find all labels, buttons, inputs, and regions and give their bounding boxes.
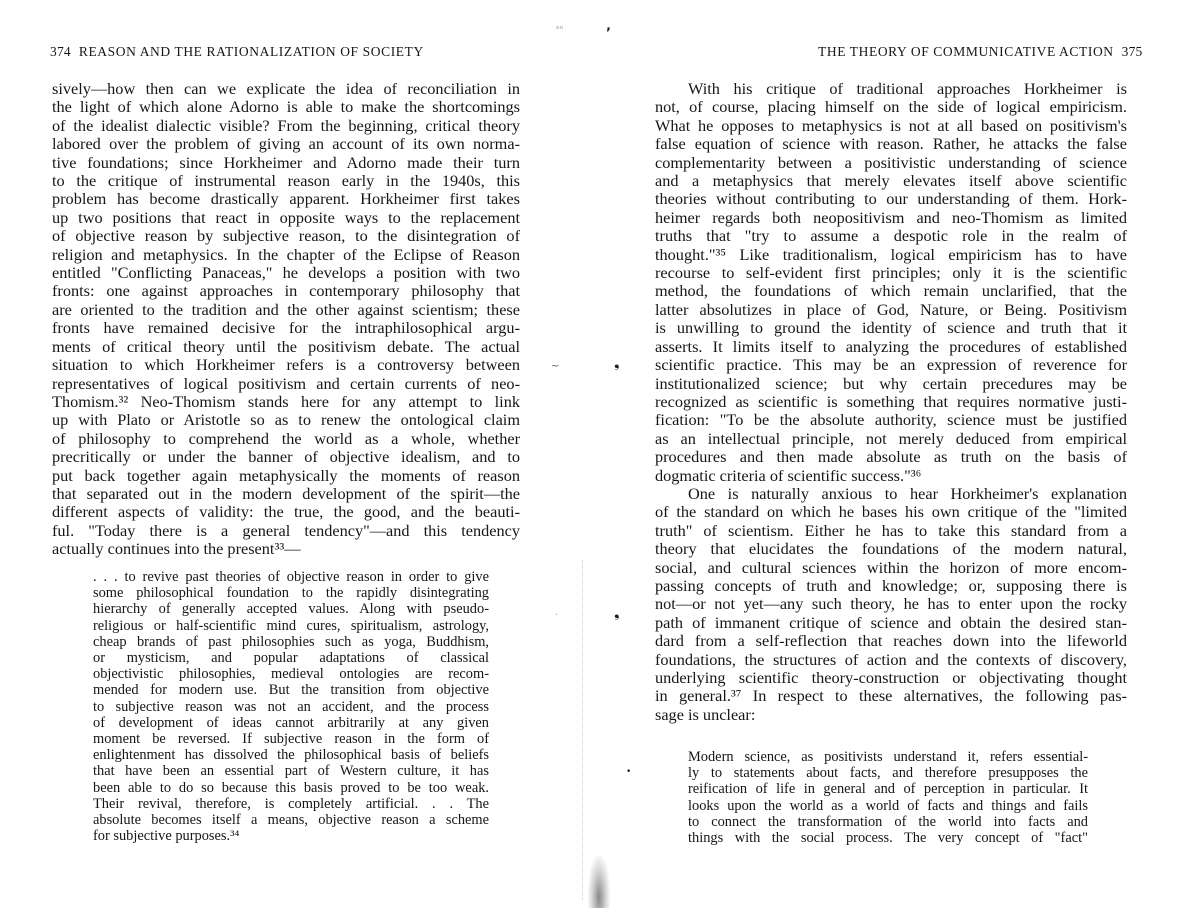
- right-running-head-title: THE THEORY OF COMMUNICATIVE ACTION: [818, 44, 1114, 59]
- scan-speck-mark: ·: [555, 610, 559, 621]
- text-line: representatives of logical positivism and certain currents of neo-: [52, 373, 520, 393]
- quote-line: been able to do so because this basis proved to be too weak.: [93, 779, 489, 796]
- text-line: sively—how then can we explicate the idea of reconciliation in: [52, 79, 520, 98]
- text-line: ful. "Today there is a general tendency"—and this tendency: [52, 520, 520, 540]
- text-line: truths that "try to assume a despotic role in the realm of: [655, 226, 1127, 246]
- text-line: of philosophy to comprehend the world as a whole, whether: [52, 428, 520, 448]
- text-line: not, of course, placing himself on the side of logical empiricism.: [655, 97, 1127, 117]
- quote-line: looks upon the world as a world of facts and things and fails: [688, 797, 1088, 814]
- quote-line: mended for modern use. But the transition from objective: [93, 682, 489, 699]
- right-running-head: [818, 44, 1143, 60]
- quote-line: . . . to revive past theories of objective reason in order to give: [93, 569, 489, 585]
- text-line: thought."³⁵ Like traditionalism, logical empiricism has to have: [655, 244, 1127, 264]
- text-line: is unwilling to ground the identity of science and truth that it: [655, 318, 1127, 338]
- text-line: the light of which alone Adorno is able to make the shortcomings: [52, 97, 520, 117]
- quote-line: some philosophical foundation to the rapidly disintegrating: [93, 585, 489, 602]
- quote-line: moment be reversed. If subjective reason in the form of: [93, 731, 489, 748]
- quote-line: Their revival, therefore, is completely artificial. . . The: [93, 795, 489, 812]
- text-line: asserts. It limits itself to analyzing the procedures of established: [655, 336, 1127, 356]
- text-line: up two positions that react in opposite ways to the replacement: [52, 207, 520, 227]
- text-line: that separated out in the modern development of the spirit—the: [52, 483, 520, 503]
- text-line: to the critique of instrumental reason early in the 1940s, this: [52, 171, 520, 191]
- scan-speck-mark: ~: [551, 361, 560, 372]
- text-line: of the idealist dialectic visible? From the beginning, critical theory: [52, 115, 520, 135]
- scan-speck-mark: ❟: [614, 605, 620, 621]
- quote-line: things with the social process. The very concept of "fact": [688, 830, 1088, 847]
- quote-line: of development of ideas cannot arbitrarily at any given: [93, 714, 489, 731]
- text-line: institutionalized science; but why certain precedures may be: [655, 373, 1127, 393]
- quote-line: that have been an essential part of Western culture, it has: [93, 763, 489, 780]
- text-line: actually continues into the present³³—: [52, 539, 301, 559]
- right-page: [600, 0, 1193, 908]
- text-line: are oriented to the tradition and the other against scientism; these: [52, 299, 520, 319]
- text-line: procedures and then made absolute as truth on the basis of: [655, 447, 1127, 467]
- scan-speck-mark: ᵉᵒ: [556, 25, 564, 35]
- text-line: dogmatic criteria of scientific success."³⁶: [655, 465, 922, 485]
- quote-line: objectivistic philosophies, medieval ontologies are recom-: [93, 666, 489, 683]
- text-line: recognized as scientific is something that requires normative justi-: [655, 391, 1127, 411]
- text-line: passing concepts of truth and knowledge; or, supposing there is: [655, 575, 1127, 595]
- text-line: With his critique of traditional approaches Horkheimer is: [688, 79, 1127, 98]
- text-line: Thomism.³² Neo-Thomism stands here for any attempt to link: [52, 391, 520, 411]
- text-line: of the standard on which he bases his own critique of the "limited: [655, 502, 1127, 522]
- gutter-shading: [582, 560, 587, 900]
- text-line: What he opposes to metaphysics is not at all based on positivism's: [655, 115, 1127, 135]
- text-line: tive foundations; since Horkheimer and Adorno made their turn: [52, 152, 520, 172]
- left-running-head: [50, 44, 424, 60]
- quote-line: cheap brands of past philosophies such as yoga, Buddhism,: [93, 633, 489, 650]
- quote-line: or mysticism, and popular adaptations of classical: [93, 650, 489, 667]
- text-line: not—or not yet—any such theory, he has to enter upon the rocky: [655, 594, 1127, 614]
- quote-line: ly to statements about facts, and therefore presupposes the: [688, 765, 1088, 782]
- text-line: dard from a self-reflection that reaches down into the lifeworld: [655, 631, 1127, 651]
- text-line: situation to which Horkheimer refers is a controversy between: [52, 355, 520, 375]
- text-line: ments of critical theory until the positivism debate. The actual: [52, 336, 520, 356]
- quote-line: religious or half-scientific mind cures, spiritualism, astrology,: [93, 617, 489, 634]
- text-line: One is naturally anxious to hear Horkheimer's explanation: [688, 483, 1127, 503]
- text-line: as an intellectual principle, not merely deduced from empirical: [655, 428, 1127, 448]
- text-line: underlying scientific theory-construction or objectivating thought: [655, 668, 1127, 687]
- quote-line: to connect the transformation of the world into facts and: [688, 813, 1088, 830]
- text-line: theories without contributing to our understanding of them. Hork-: [655, 189, 1127, 209]
- scan-speck-mark: ʼ: [606, 26, 611, 41]
- text-line: religion and metaphysics. In the chapter of the Eclipse of Reason: [52, 244, 520, 264]
- text-line: entitled "Conflicting Panaceas," he develops a position with two: [52, 263, 520, 283]
- text-line: sage is unclear:: [655, 704, 756, 724]
- text-line: heimer regards both neopositivism and neo-Thomism as limited: [655, 207, 1127, 227]
- quote-line: Modern science, as positivists understand it, refers essential-: [688, 749, 1088, 765]
- text-line: fronts have remained decisive for the intraphilosophical argu-: [52, 318, 520, 338]
- scan-speck-mark: •: [626, 767, 632, 777]
- text-line: problem has become drastically apparent. Horkheimer first takes: [52, 189, 520, 209]
- text-line: different aspects of validity: the true, the good, and the beauti-: [52, 502, 520, 522]
- quote-line: for subjective purposes.³⁴: [93, 828, 240, 845]
- text-line: theory that elucidates the foundations of the modern natural,: [655, 539, 1127, 559]
- text-line: up with Plato or Aristotle so as to renew the ontological claim: [52, 410, 520, 430]
- left-block-quote: [93, 569, 489, 844]
- left-running-head-title: REASON AND THE RATIONALIZATION OF SOCIETY: [78, 44, 424, 59]
- text-line: labored over the problem of giving an account of its own norma-: [52, 134, 520, 154]
- text-line: put back together again metaphysically the moments of reason: [52, 465, 520, 485]
- text-line: scientific practice. This may be an expression of reverence for: [655, 355, 1127, 375]
- quote-line: enlightenment has dissolved the philosophical basis of beliefs: [93, 747, 489, 764]
- text-line: social, and cultural sciences within the horizon of more encom-: [655, 557, 1127, 577]
- text-line: precritically or under the banner of objective idealism, and to: [52, 447, 520, 467]
- text-line: of objective reason by subjective reason, to the disintegration of: [52, 226, 520, 246]
- text-line: truth" of scientism. Either he has to take this standard from a: [655, 520, 1127, 540]
- scan-speck-mark: ❟: [614, 355, 620, 371]
- left-page: [0, 0, 560, 908]
- text-line: fication: "To be the absolute authority, science must be justified: [655, 410, 1127, 430]
- left-body-text: [52, 80, 520, 559]
- text-line: false equation of science with reason. Rather, he attacks the false: [655, 134, 1127, 154]
- text-line: method, the foundations of which remain unclarified, that the: [655, 281, 1127, 301]
- text-line: path of immanent critique of science and obtain the desired stan-: [655, 612, 1127, 632]
- quote-line: hierarchy of generally accepted values. Along with pseudo-: [93, 601, 489, 618]
- right-block-quote: [688, 749, 1088, 846]
- right-body-text: [655, 80, 1127, 724]
- left-page-number: 374: [50, 44, 71, 59]
- text-line: complementarity between a positivistic understanding of science: [655, 152, 1127, 172]
- text-line: foundations, the structures of action and the contexts of discovery,: [655, 649, 1127, 669]
- quote-line: to subjective reason was not an accident, and the process: [93, 698, 489, 715]
- text-line: latter absolutizes in place of God, Nature, or Being. Positivism: [655, 299, 1127, 319]
- text-line: in general.³⁷ In respect to these alternatives, the following pas-: [655, 686, 1127, 706]
- quote-line: absolute becomes itself a means, objective reason a scheme: [93, 812, 489, 829]
- text-line: fronts: one against approaches in contemporary philosophy that: [52, 281, 520, 301]
- text-line: recourse to self-evident first principles; only it is the scientific: [655, 263, 1127, 283]
- quote-line: reification of life in general and of perception in particular. It: [688, 781, 1088, 798]
- text-line: and a metaphysics that merely elevates itself above scientific: [655, 171, 1127, 191]
- right-page-number: 375: [1121, 44, 1143, 59]
